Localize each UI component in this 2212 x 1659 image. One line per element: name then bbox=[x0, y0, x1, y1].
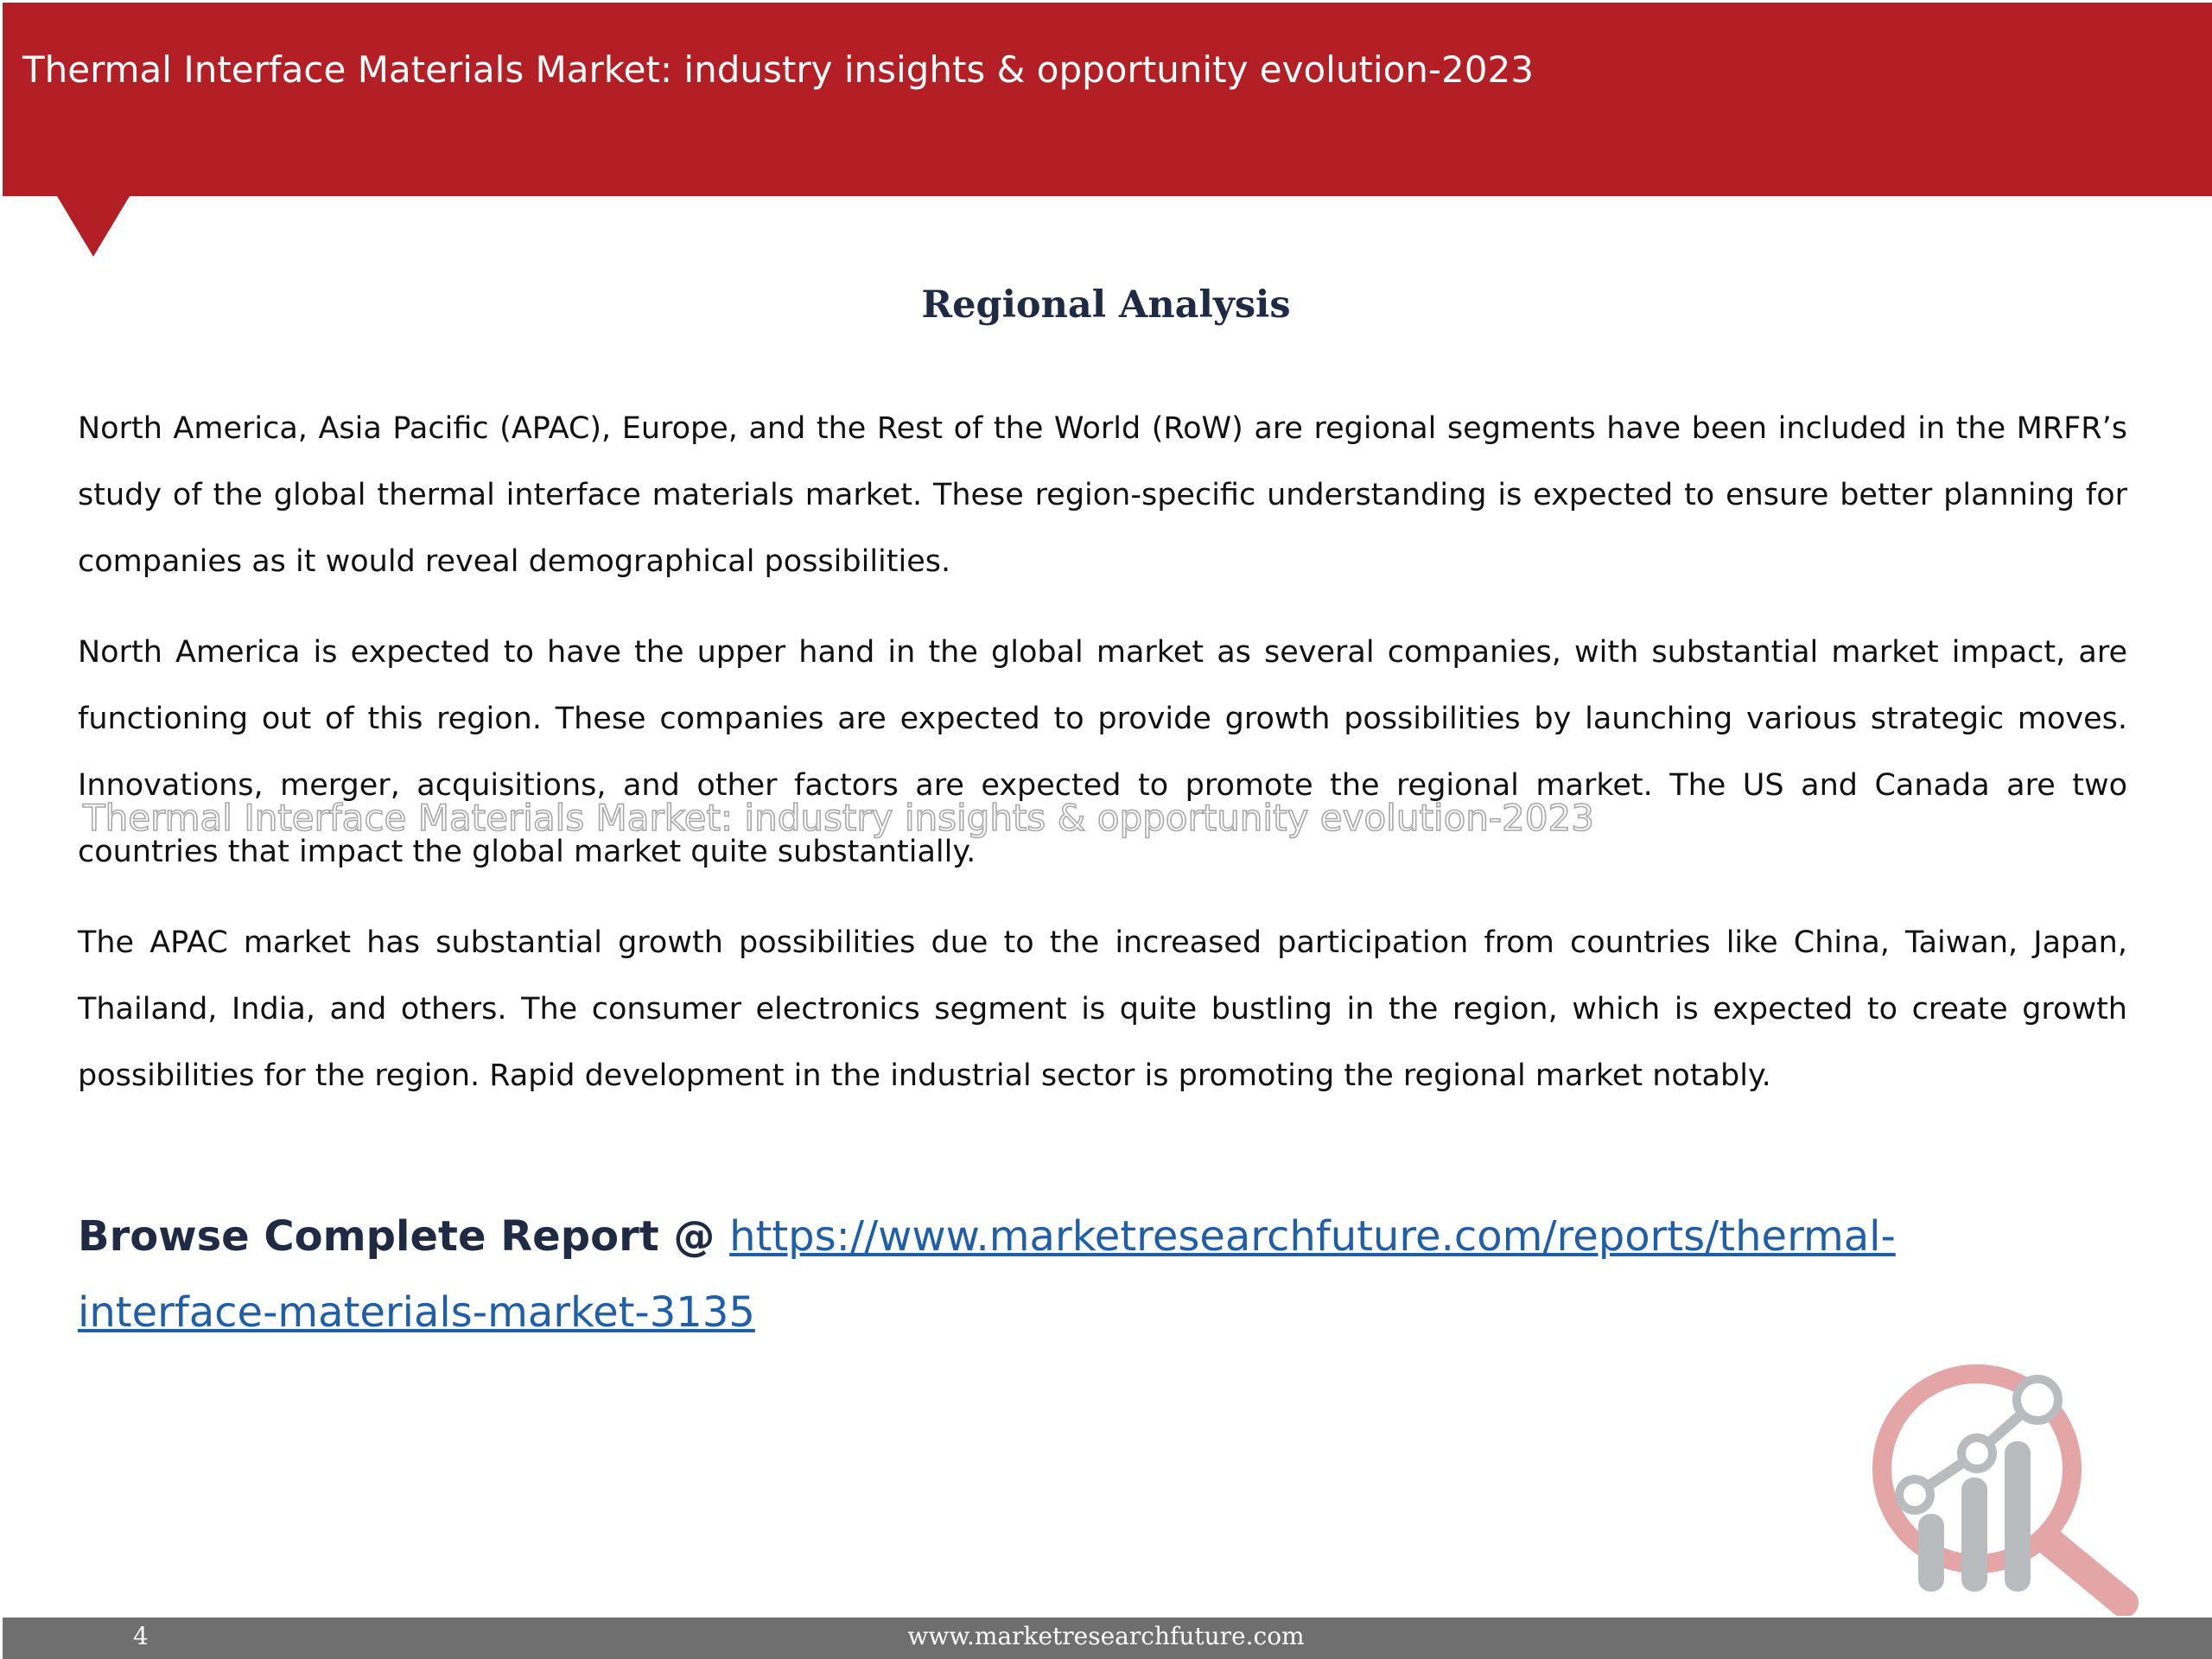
chart-bar-3 bbox=[2005, 1441, 2031, 1592]
page-number: 4 bbox=[133, 1622, 149, 1650]
browse-report bbox=[78, 1198, 2065, 1351]
paragraph-1: North America, Asia Pacific (APAC), Europe, and the Rest of the World (RoW) are regional segments have been included in the MRFR’s study of the global thermal interface materials market. These region-specific understanding is expected to ensure better planning for companies as it would reveal demographical possibilities. bbox=[78, 411, 2127, 579]
trend-node-2 bbox=[1961, 1438, 1993, 1469]
paragraph-2: North America is expected to have the upper hand in the global market as several companies, with substantial market impact, are functioning out of this region. These companies are expected to provide growth possibilities by launching various strategic moves. Innovations, merger, acquisitions, and other factors are expected to promote the regional market. The US and Canada are two countries that impact the global market quite substantially. bbox=[78, 635, 2127, 869]
magnifier-handle bbox=[2050, 1542, 2124, 1603]
paragraph-3: The APAC market has substantial growth possibilities due to the increased participation from countries like China, Taiwan, Japan, Thailand, India, and others. The consumer electronics segment is quite bustling in the region, which is expected to create growth possibilities for the region. Rapid development in the industrial sector is promoting the regional market notably. bbox=[78, 925, 2127, 1093]
trend-node-1 bbox=[1899, 1479, 1930, 1510]
chart-bar-2 bbox=[1961, 1478, 1987, 1592]
watermark-text: Thermal Interface Materials Market: industry insights & opportunity evolution-2023 bbox=[83, 797, 1594, 839]
header-title: Thermal Interface Materials Market: industry insights & opportunity evolution-2023 bbox=[22, 48, 1534, 91]
browse-label: Browse Complete Report @ bbox=[78, 1212, 730, 1261]
chart-magnifier-icon bbox=[1865, 1357, 2141, 1616]
trend-node-3 bbox=[2017, 1379, 2058, 1421]
report-link[interactable]: https://www.marketresearchfuture.com/reports/thermal-interface-materials-market-3135 bbox=[78, 1212, 1896, 1337]
chart-bar-1 bbox=[1918, 1514, 1944, 1592]
header-band bbox=[3, 3, 2212, 196]
section-heading: Regional Analysis bbox=[921, 283, 1291, 327]
header-arrow bbox=[57, 196, 130, 257]
footer-url: www.marketresearchfuture.com bbox=[907, 1622, 1305, 1650]
